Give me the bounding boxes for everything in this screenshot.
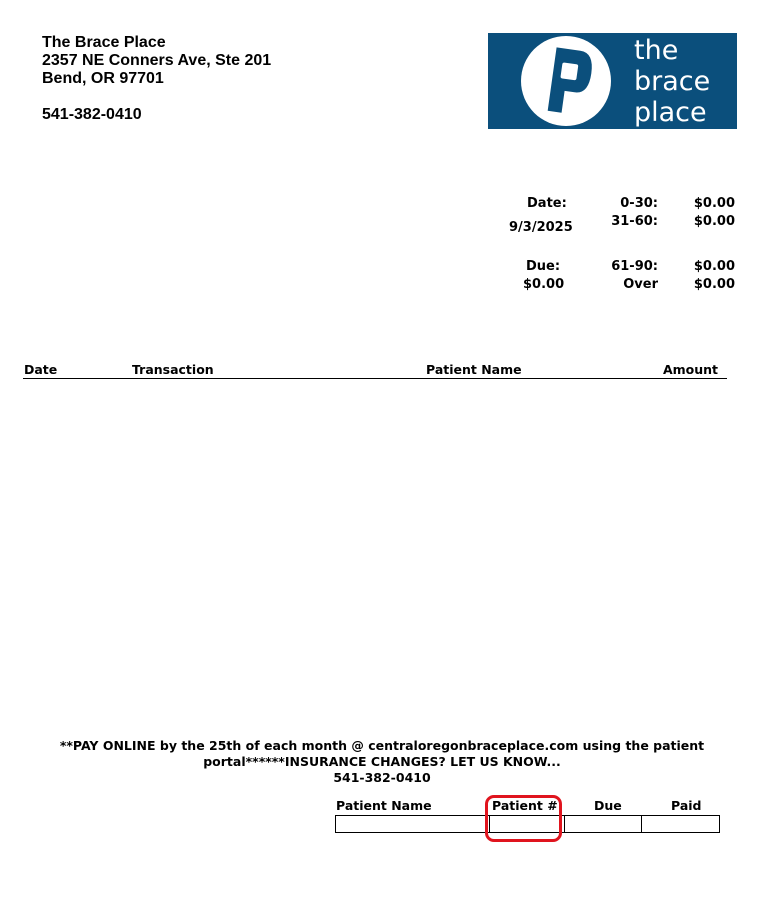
practice-address [42, 34, 271, 88]
brand-logo [488, 33, 737, 129]
due-label: Due: [526, 259, 561, 274]
aging-value-over: $0.00 [693, 277, 735, 292]
payment-notice-phone: 541-382-0410 [333, 770, 431, 785]
aging-label-61-90: 61-90: [611, 259, 658, 274]
stub-header-patient-name: Patient Name [336, 798, 432, 813]
stub-paid-field[interactable] [641, 815, 720, 833]
payment-notice-line-2: portal******INSURANCE CHANGES? LET US KNOW... [203, 754, 561, 769]
column-header-amount: Amount [662, 362, 718, 377]
stub-header-patient-number: Patient # [492, 798, 558, 813]
stub-due-field[interactable] [564, 815, 642, 833]
due-amount: $0.00 [523, 277, 565, 292]
column-header-date: Date [24, 362, 58, 377]
column-header-transaction: Transaction [132, 362, 214, 377]
practice-street: 2357 NE Conners Ave, Ste 201 [42, 52, 272, 69]
aging-value-0-30: $0.00 [693, 196, 735, 211]
payment-notice-line-1: **PAY ONLINE by the 25th of each month @ centraloregonbraceplace.com using the patient [59, 738, 705, 753]
practice-city: Bend, OR 97701 [42, 70, 164, 87]
practice-phone: 541-382-0410 [42, 106, 142, 123]
aging-label-over: Over [623, 277, 658, 292]
aging-label-31-60: 31-60: [611, 214, 658, 229]
column-header-patient-name: Patient Name [426, 362, 522, 377]
patient-number-highlight [485, 795, 562, 842]
statement-date: 9/3/2025 [509, 220, 573, 235]
practice-name: The Brace Place [42, 34, 166, 51]
date-label: Date: [527, 196, 567, 211]
brace-place-logo-icon [518, 33, 618, 129]
aging-value-31-60: $0.00 [693, 214, 735, 229]
stub-header-paid: Paid [671, 798, 702, 813]
aging-label-0-30: 0-30: [620, 196, 658, 211]
stub-patient-name-field[interactable] [335, 815, 490, 833]
stub-header-due: Due [594, 798, 622, 813]
header-divider [23, 378, 727, 379]
logo-wordmark: the brace place [634, 35, 711, 128]
aging-value-61-90: $0.00 [693, 259, 735, 274]
